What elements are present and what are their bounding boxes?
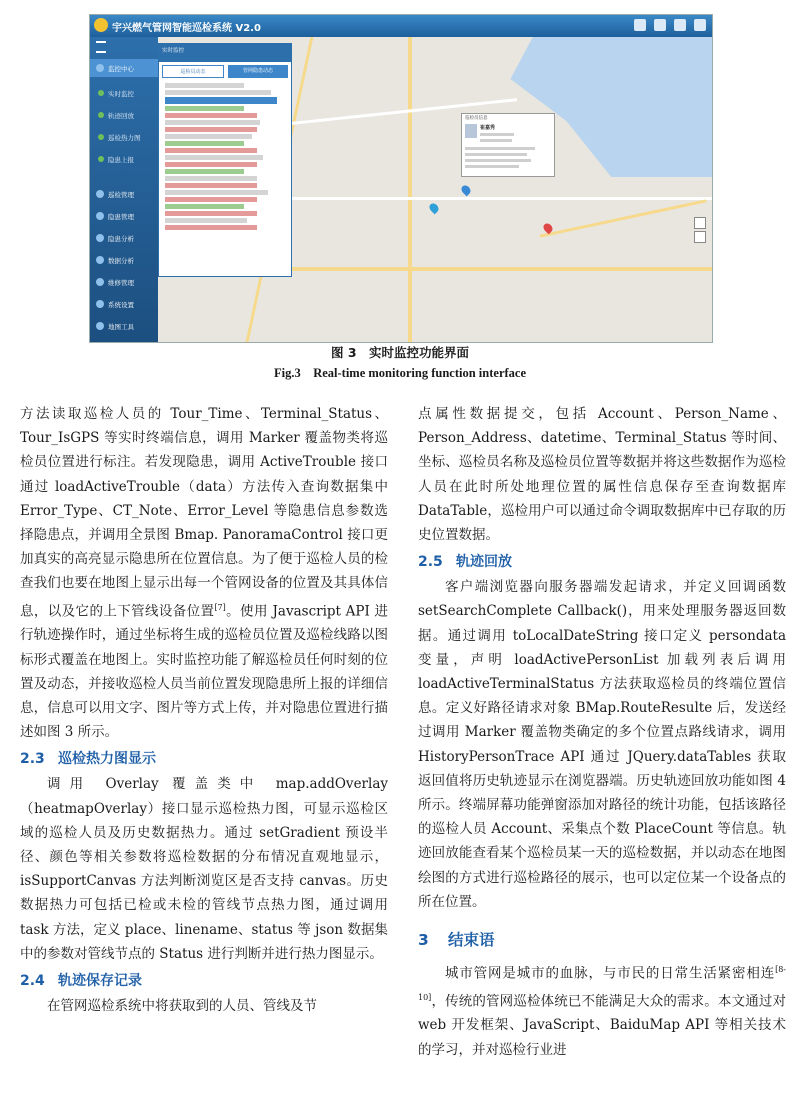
figure-caption-en: Fig.3 Real-time monitoring function interface	[273, 366, 527, 380]
inspector-name: 崔嘉秀	[480, 125, 496, 131]
nav-inspect: 巡检管理	[90, 185, 158, 203]
nav-sub-report: 隐患上报	[98, 151, 156, 167]
monitor-panel	[158, 43, 292, 277]
paragraph: 方法读取巡检人员的 Tour_Time、Terminal_Status、Tour_IsGPS 等实时终端信息，调用 Marker 覆盖物类将巡检员位置进行标注。若发现隐患，调用 ActiveTrouble 接口通过 loadActiveTrouble（data）方法传入查询数据集中 Error_Type、CT_Note、Error_Level 等隐患信息参数选择隐患点，并调用全景图 Bmap. PanoramaControl 接口更加真实的高亮显示隐患所在位置信息。为了便于巡检人员的检查我们也要在地图上显示出每一个管网设备的位置及其具体信息，以及它的上下管线设备位置[7]。使用 Javascript API 进行轨迹操作时，通过坐标将生成的巡检员位置及巡检线路以图标形式覆盖在地图上。实时监控功能了解巡检员任何时刻的位置及动态，并接收巡检人员当前位置发现隐患所上报的详细信息，信息可以用文字、图片等方式上传，并对隐患位置进行描述如图 3 所示。	[20, 406, 388, 741]
inspector-marker	[460, 184, 473, 197]
alert-icon	[654, 19, 666, 31]
home-icon	[674, 19, 686, 31]
citation: [8-10]	[418, 965, 786, 1002]
tools-icon	[634, 19, 646, 31]
app-titlebar	[90, 15, 712, 37]
paragraph: 调用 Overlay 覆盖类中 map.addOverlay（heatmapOverlay）接口显示巡检热力图，可显示巡检区域的巡检人员及历史数据热力。通过 setGradient 预设半径、颜色等相关参数将巡检数据的分布情况直观地显示，isSupportCanvas 方法判断浏览区是否支持 canvas。历史数据热力可包括已检或未检的管线节点热力图，通过调用 task 方法，定义 place、linename、status 等 json 数据集中的参数对管线节点的 Status 进行判断并进行热力图显示。	[20, 776, 388, 962]
map-road	[540, 199, 707, 237]
map-road	[408, 37, 412, 342]
citation: [7]	[214, 602, 226, 612]
user-icon	[694, 19, 706, 31]
figure-screenshot	[89, 14, 713, 343]
menu-icon	[96, 41, 106, 53]
right-column	[418, 402, 786, 1062]
nav-repair: 维修管理	[90, 273, 158, 291]
nav-monitor-center: 监控中心	[90, 59, 158, 77]
section-heading: 2.5 轨迹回放	[418, 554, 512, 571]
avatar	[465, 124, 477, 138]
figure-caption-cn: 图 3 实时监控功能界面	[330, 345, 470, 360]
inspector-info-popup	[461, 113, 555, 177]
section-heading: 2.4 轨迹保存记录	[20, 972, 142, 989]
paragraph: 在管网巡检系统中将获取到的人员、管线及节	[47, 997, 317, 1014]
nav-sidebar	[90, 37, 158, 342]
nav-sub-heatmap: 巡检热力图	[98, 129, 156, 145]
app-logo-icon	[94, 18, 108, 32]
titlebar-icons	[634, 19, 706, 31]
section-heading: 3 结束语	[418, 931, 495, 950]
tab-inspector-activity: 巡检员动态	[162, 65, 224, 78]
map-zoom-in	[694, 217, 706, 229]
nav-sub-trace: 轨迹回放	[98, 107, 156, 123]
paragraph: 城市管网是城市的血脉，与市民的日常生活紧密相连[8-10]，传统的管网巡检体统已不能满足大众的需求。本文通过对 web 开发框架、JavaScript、BaiduMap API 等相关技术的学习，并对巡检行业进	[418, 965, 786, 1058]
paragraph: 点属性数据提交，包括 Account、Person_Name、Person_Address、datetime、Terminal_Status 等时间、坐标、巡检员名称及巡检员位置等数据并将这些数据作为巡检人员在此时所处地理位置的属性信息保存至查询数据库 DataTable，巡检用户可以通过命令调取数据库中已存取的历史位置数据。	[418, 406, 786, 544]
nav-data: 数据分析	[90, 251, 158, 269]
nav-danger: 隐患管理	[90, 207, 158, 225]
left-column	[20, 402, 388, 1018]
tab-pipe-danger-activity: 管网隐患动态	[228, 65, 288, 78]
inspector-marker	[428, 202, 441, 215]
nav-sub-realtime: 实时监控	[98, 85, 156, 101]
paragraph: 客户端浏览器向服务器端发起请求，并定义回调函数 setSearchComplete Callback()，用来处理服务器返回数据。通过调用 toLocalDateString 接口定义 persondata 变量，声明 loadActivePersonList 加载列表后调用 loadActiveTerminalStatus 方法获取巡检员的终端位置信息。定义好路径请求对象 BMap.RouteResulte 后，发送经过调用 Marker 覆盖物类确定的多个位置点路线请求，调用 HistoryPersonTrace API 通过 JQuery.dataTables 获取返回值将历史轨迹显示在浏览器端。历史轨迹回放功能如图 4 所示。终端屏幕功能弹窗添加对路径的统计功能，包括该路径的巡检人员 Account、采集点个数 PlaceCount 等信息。轨迹回放能查看某个巡检员某一天的巡检数据，并以动态在地图绘图的方式进行巡检路径的展示，也可以定位某一个设备点的所在位置。	[418, 579, 786, 910]
nav-settings: 系统设置	[90, 295, 158, 313]
monitor-icon	[96, 64, 104, 72]
app-title: 宇兴燃气管网智能巡检系统 V2.0	[112, 23, 261, 34]
monitor-panel-header: 实时监控	[159, 44, 291, 62]
monitor-panel-tabs	[159, 62, 291, 81]
map-zoom-out	[694, 231, 706, 243]
nav-analysis: 隐患分析	[90, 229, 158, 247]
nav-maptools: 地图工具	[90, 317, 158, 335]
section-heading: 2.3 巡检热力图显示	[20, 751, 156, 768]
info-popup-title: 巡检员信息	[465, 116, 488, 121]
